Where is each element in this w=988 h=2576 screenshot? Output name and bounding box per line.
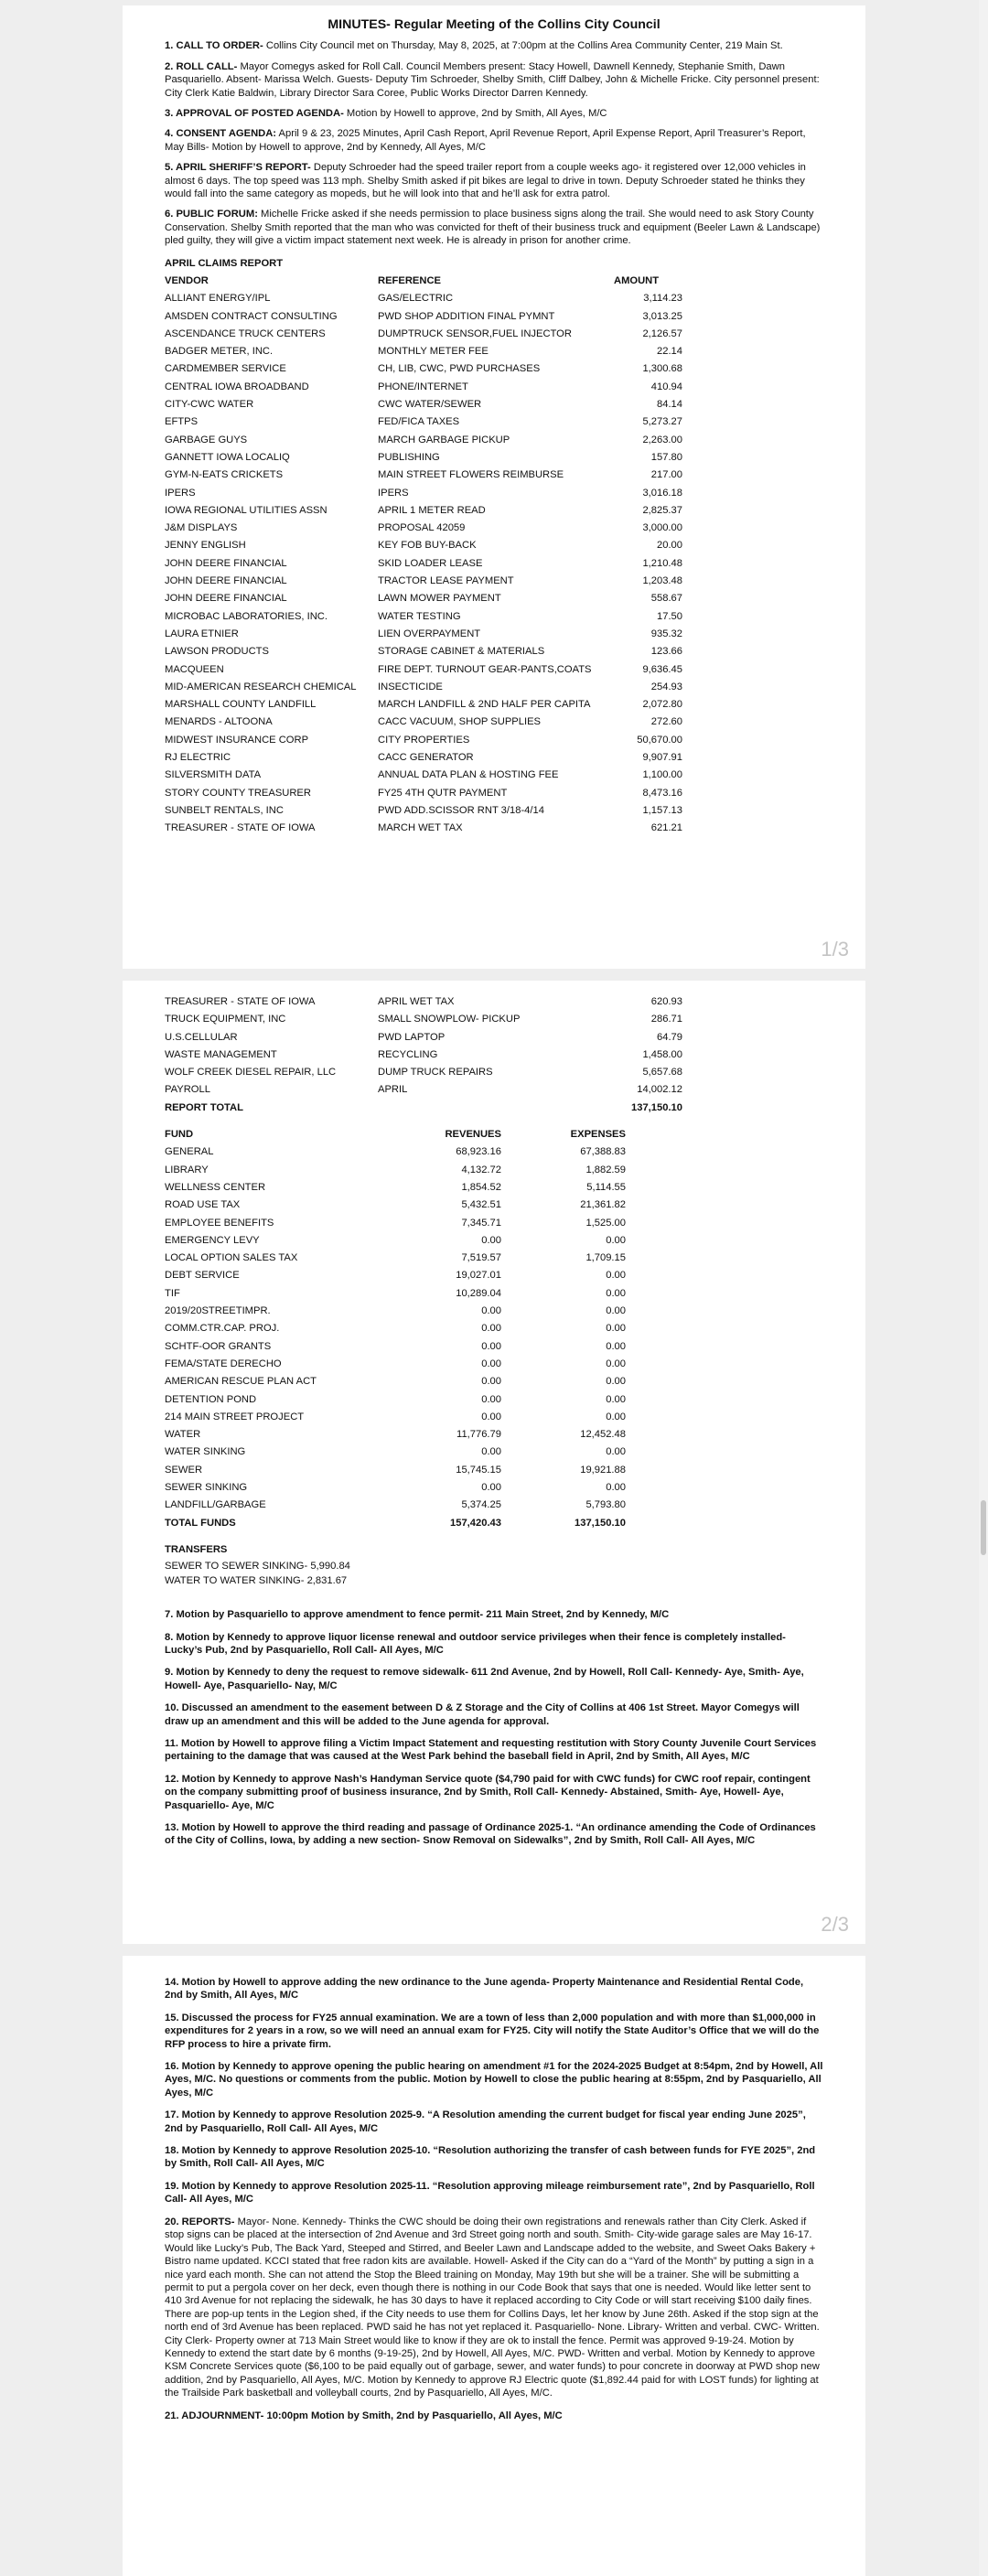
motion-item: 12. Motion by Kennedy to approve Nash’s Handyman Service quote ($4,790 paid for with CWC funds) for CWC roof repair, contingent on the company submitting proof of business insurance, 2nd by Smith, Roll Call- Kennedy- Abstained, Smith- Aye, Howell- Aye, Pasquariello- Aye, M/C bbox=[165, 1773, 811, 1811]
fund-row bbox=[165, 1232, 823, 1250]
agenda-item-heading: 4. CONSENT AGENDA: bbox=[165, 128, 277, 140]
fund-revenues: 0.00 bbox=[481, 1393, 501, 1405]
fund-revenues: 10,289.04 bbox=[456, 1287, 501, 1299]
fund-row bbox=[165, 1338, 823, 1356]
scrollbar-thumb[interactable] bbox=[981, 1500, 986, 1555]
claim-reference: MONTHLY METER FEE bbox=[378, 346, 489, 358]
claims-row bbox=[165, 749, 823, 767]
fund-revenues: 0.00 bbox=[481, 1305, 501, 1317]
claim-vendor: MARSHALL COUNTY LANDFILL bbox=[165, 699, 317, 711]
agenda-item-text: Mayor Comegys asked for Roll Call. Council Members present: Stacy Howell, Dawnell Kennedy, Stephanie Smith, Dawn Pasquariello. Absent- Marissa Welch. Guests- Deputy Tim Schroeder, Shelby Smith, Cliff Dalbey, John & Michelle Fricke. City personnel present: City Clerk Katie Baldwin, Library Director Sara Coree, Public Works Director Darren Kennedy. bbox=[165, 60, 820, 99]
fund-name: WATER bbox=[165, 1429, 201, 1441]
fund-revenues: 68,923.16 bbox=[456, 1146, 501, 1158]
claims-row bbox=[165, 360, 823, 378]
claim-amount: 9,907.91 bbox=[642, 752, 682, 763]
claim-vendor: U.S.CELLULAR bbox=[165, 1031, 238, 1043]
claims-row bbox=[165, 993, 823, 1011]
claim-vendor: STORY COUNTY TREASURER bbox=[165, 787, 311, 799]
claims-row bbox=[165, 520, 823, 537]
agenda-item bbox=[165, 60, 823, 100]
claim-reference: PUBLISHING bbox=[378, 451, 440, 463]
claims-total-row: REPORT TOTAL 137,150.10 bbox=[165, 1101, 682, 1113]
fund-revenues: 0.00 bbox=[481, 1234, 501, 1246]
claim-reference: KEY FOB BUY-BACK bbox=[378, 540, 477, 552]
claim-vendor: JOHN DEERE FINANCIAL bbox=[165, 575, 287, 587]
claim-vendor: J&M DISPLAYS bbox=[165, 522, 238, 534]
claims-report bbox=[165, 255, 823, 838]
fund-revenues: 7,519.57 bbox=[461, 1252, 501, 1264]
claim-amount: 1,157.13 bbox=[642, 804, 682, 816]
fund-revenues: 1,854.52 bbox=[461, 1181, 501, 1193]
fund-name: DETENTION POND bbox=[165, 1393, 257, 1405]
claim-reference: FIRE DEPT. TURNOUT GEAR-PANTS,COATS bbox=[378, 663, 592, 675]
claim-vendor: TREASURER - STATE OF IOWA bbox=[165, 996, 316, 1007]
funds-table bbox=[165, 1143, 823, 1514]
fund-expenses: 0.00 bbox=[606, 1287, 626, 1299]
fund-name: SEWER bbox=[165, 1464, 203, 1476]
fund-row bbox=[165, 1215, 823, 1232]
claim-amount: 3,000.00 bbox=[642, 522, 682, 534]
fund-expenses: 0.00 bbox=[606, 1323, 626, 1335]
claim-reference: WATER TESTING bbox=[378, 610, 461, 622]
fund-expenses: 0.00 bbox=[606, 1446, 626, 1458]
claims-row bbox=[165, 290, 823, 307]
vertical-scrollbar[interactable] bbox=[979, 0, 988, 2576]
claim-reference: APRIL WET TAX bbox=[378, 996, 455, 1007]
motion-item: 11. Motion by Howell to approve filing a Victim Impact Statement and requesting restitution with Story County Juvenile Court Services pertaining to the damage that was caused at the West Park behind the baseball field in April, 2nd by Smith, All Ayes, M/C bbox=[165, 1738, 817, 1763]
motion-item: 9. Motion by Kennedy to deny the request to remove sidewalk- 611 2nd Avenue, 2nd by Howell, Roll Call- Kennedy- Aye, Smith- Aye, Howell- Aye, Pasquariello- Nay, M/C bbox=[165, 1667, 804, 1691]
claim-vendor: SUNBELT RENTALS, INC bbox=[165, 804, 284, 816]
claims-row bbox=[165, 379, 823, 396]
fund-revenues: 0.00 bbox=[481, 1411, 501, 1422]
claims-row bbox=[165, 732, 823, 749]
funds-header-row: FUND REVENUES EXPENSES bbox=[165, 1129, 626, 1141]
fund-name: EMPLOYEE BENEFITS bbox=[165, 1217, 274, 1229]
motion-item: 14. Motion by Howell to approve adding the new ordinance to the June agenda- Property Maintenance and Residential Rental Code, 2nd by Smith, All Ayes, M/C bbox=[165, 1977, 804, 2002]
fund-name: EMERGENCY LEVY bbox=[165, 1234, 260, 1246]
claim-reference: PHONE/INTERNET bbox=[378, 381, 468, 392]
claim-amount: 1,300.68 bbox=[642, 363, 682, 375]
fund-revenues: 0.00 bbox=[481, 1340, 501, 1352]
fund-expenses: 5,793.80 bbox=[585, 1499, 626, 1511]
motion-item: 13. Motion by Howell to approve the third reading and passage of Ordinance 2025-1. “An ordinance amending the Code of Ordinances of the City of Collins, Iowa, by adding a new section- Snow Removal on Sidewalks”, 2nd by Smith, Roll Call- All Ayes, M/C bbox=[165, 1822, 816, 1847]
claim-reference: DUMPTRUCK SENSOR,FUEL INJECTOR bbox=[378, 327, 572, 339]
claim-amount: 20.00 bbox=[657, 540, 682, 552]
claim-vendor: CITY-CWC WATER bbox=[165, 399, 254, 411]
fund-name: WATER SINKING bbox=[165, 1446, 246, 1458]
claim-reference: GAS/ELECTRIC bbox=[378, 293, 454, 305]
claim-vendor: BADGER METER, INC. bbox=[165, 346, 274, 358]
claims-row bbox=[165, 555, 823, 573]
motion-item: 17. Motion by Kennedy to approve Resolution 2025-9. “A Resolution amending the current budget for fiscal year ending June 2025”, 2nd by Pasquariello, Roll Call- All Ayes, M/C bbox=[165, 2109, 806, 2134]
claim-vendor: SILVERSMITH DATA bbox=[165, 769, 262, 781]
claim-vendor: MIDWEST INSURANCE CORP bbox=[165, 734, 309, 746]
fund-expenses: 0.00 bbox=[606, 1358, 626, 1369]
motion-item: 7. Motion by Pasquariello to approve amendment to fence permit- 211 Main Street, 2nd by Kennedy, M/C bbox=[165, 1609, 670, 1621]
fund-expenses: 67,388.83 bbox=[580, 1146, 626, 1158]
claims-row bbox=[165, 696, 823, 714]
claims-row bbox=[165, 449, 823, 467]
claim-amount: 620.93 bbox=[650, 996, 682, 1007]
agenda-item-heading: 6. PUBLIC FORUM: bbox=[165, 209, 258, 220]
fund-revenues: 0.00 bbox=[481, 1376, 501, 1388]
claim-reference: PWD LAPTOP bbox=[378, 1031, 446, 1043]
claims-row bbox=[165, 714, 823, 731]
claim-vendor: AMSDEN CONTRACT CONSULTING bbox=[165, 310, 338, 322]
claim-reference: ANNUAL DATA PLAN & HOSTING FEE bbox=[378, 769, 559, 781]
fund-name: LIBRARY bbox=[165, 1164, 209, 1175]
fund-revenues: 5,374.25 bbox=[461, 1499, 501, 1511]
fund-expenses: 21,361.82 bbox=[580, 1199, 626, 1211]
claim-reference: TRACTOR LEASE PAYMENT bbox=[378, 575, 514, 587]
claim-reference: LIEN OVERPAYMENT bbox=[378, 628, 481, 639]
claim-reference: MARCH LANDFILL & 2ND HALF PER CAPITA bbox=[378, 699, 591, 711]
claim-vendor: ALLIANT ENERGY/IPL bbox=[165, 293, 271, 305]
fund-revenues: 0.00 bbox=[481, 1323, 501, 1335]
claim-amount: 50,670.00 bbox=[637, 734, 682, 746]
funds-total-row: TOTAL FUNDS 157,420.43 137,150.10 bbox=[165, 1517, 626, 1529]
agenda-item bbox=[165, 208, 823, 247]
claim-amount: 157.80 bbox=[650, 451, 682, 463]
claim-reference: RECYCLING bbox=[378, 1048, 438, 1060]
claims-row bbox=[165, 396, 823, 413]
claims-row bbox=[165, 1064, 823, 1081]
claims-row bbox=[165, 802, 823, 820]
fund-row bbox=[165, 1285, 823, 1303]
claim-amount: 2,072.80 bbox=[642, 699, 682, 711]
claims-rows bbox=[165, 290, 823, 837]
agenda-item-text: Michelle Fricke asked if she needs permission to place business signs along the trail. She would need to ask Story County Conservation. Shelby Smith reported that the man who was convicted for theft of their business truck and equipment (Beeler Lawn & Landscape) pled guilty, they will give a victim impact statement next week. He is already in prison for another crime. bbox=[165, 209, 821, 247]
claim-amount: 2,825.37 bbox=[642, 504, 682, 516]
claims-row bbox=[165, 1011, 823, 1028]
claims-row bbox=[165, 343, 823, 360]
fund-row bbox=[165, 1373, 823, 1390]
claim-reference: APRIL bbox=[378, 1084, 408, 1096]
agenda-item-heading: 3. APPROVAL OF POSTED AGENDA- bbox=[165, 108, 344, 120]
claims-row bbox=[165, 1029, 823, 1046]
motion-item: 10. Discussed an amendment to the easement between D & Z Storage and the City of Collins at 406 1st Street. Mayor Comegys will draw up an amendment and this will be added to the June agenda for approval. bbox=[165, 1702, 800, 1727]
claim-reference: MARCH WET TAX bbox=[378, 822, 463, 834]
motions-section bbox=[165, 1608, 823, 1848]
claims-row bbox=[165, 537, 823, 554]
claim-reference: FY25 4TH QUTR PAYMENT bbox=[378, 787, 508, 799]
motion-item: 15. Discussed the process for FY25 annual examination. We are a town of less than 2,000 population and with more than $1,000,000 in expenditures for 2 years in a row, so we will need an annual exam for FY25. City will notify the State Auditor’s Office that we will do the RFP process to hire a private firm. bbox=[165, 2012, 820, 2050]
fund-expenses: 0.00 bbox=[606, 1305, 626, 1317]
claim-vendor: MICROBAC LABORATORIES, INC. bbox=[165, 610, 328, 622]
intro-section bbox=[165, 39, 823, 247]
claims-row bbox=[165, 679, 823, 696]
claims-row bbox=[165, 326, 823, 343]
claims-row bbox=[165, 643, 823, 660]
fund-name: LANDFILL/GARBAGE bbox=[165, 1499, 266, 1511]
document-page-1 bbox=[123, 5, 865, 969]
fund-row bbox=[165, 1320, 823, 1337]
claim-vendor: ASCENDANCE TRUCK CENTERS bbox=[165, 327, 326, 339]
fund-row bbox=[165, 1391, 823, 1409]
claim-vendor: GANNETT IOWA LOCALIQ bbox=[165, 451, 290, 463]
claims-row bbox=[165, 573, 823, 590]
claim-reference: SMALL SNOWPLOW- PICKUP bbox=[378, 1014, 521, 1025]
page-number: 1/3 bbox=[821, 937, 849, 961]
claim-amount: 14,002.12 bbox=[637, 1084, 682, 1096]
agenda-item bbox=[165, 127, 823, 154]
fund-expenses: 1,709.15 bbox=[585, 1252, 626, 1264]
claims-title: APRIL CLAIMS REPORT bbox=[165, 257, 284, 269]
fund-expenses: 0.00 bbox=[606, 1340, 626, 1352]
claims-row bbox=[165, 820, 823, 837]
claim-vendor: MID-AMERICAN RESEARCH CHEMICAL bbox=[165, 681, 357, 692]
claims-row bbox=[165, 1081, 823, 1099]
fund-name: COMM.CTR.CAP. PROJ. bbox=[165, 1323, 280, 1335]
claim-reference: DUMP TRUCK REPAIRS bbox=[378, 1067, 493, 1079]
claim-vendor: IOWA REGIONAL UTILITIES ASSN bbox=[165, 504, 328, 516]
claim-vendor: CARDMEMBER SERVICE bbox=[165, 363, 286, 375]
claim-amount: 1,100.00 bbox=[642, 769, 682, 781]
fund-expenses: 0.00 bbox=[606, 1376, 626, 1388]
claim-vendor: TRUCK EQUIPMENT, INC bbox=[165, 1014, 286, 1025]
claims-rows-continued bbox=[165, 993, 823, 1100]
claim-vendor: TREASURER - STATE OF IOWA bbox=[165, 822, 316, 834]
claims-row bbox=[165, 590, 823, 607]
claim-reference: STORAGE CABINET & MATERIALS bbox=[378, 646, 545, 658]
fund-revenues: 0.00 bbox=[481, 1358, 501, 1369]
fund-expenses: 1,882.59 bbox=[585, 1164, 626, 1175]
claim-vendor: LAWSON PRODUCTS bbox=[165, 646, 269, 658]
fund-row bbox=[165, 1162, 823, 1179]
claim-vendor: JENNY ENGLISH bbox=[165, 540, 246, 552]
agenda-item-text: Deputy Schroeder had the speed trailer report from a couple weeks ago- it registered over 12,000 vehicles in almost 6 days. The top speed was 113 mph. Shelby Smith asked if pit bikes are legal to drive in town. Deputy Schroeder stated he thinks they would fall into the same category as mopeds, but he will look into that and he’ll ask for extra patrol. bbox=[165, 162, 806, 200]
fund-expenses: 0.00 bbox=[606, 1393, 626, 1405]
page-number: 2/3 bbox=[821, 1912, 849, 1936]
motion-item: 8. Motion by Kennedy to approve liquor license renewal and outdoor service privileges when their fence is completely installed- Lucky’s Pub, 2nd by Pasquariello, Roll Call- All Ayes, M/C bbox=[165, 1631, 786, 1657]
fund-row bbox=[165, 1179, 823, 1197]
agenda-item-text: Collins City Council met on Thursday, May 8, 2025, at 7:00pm at the Collins Area Community Center, 219 Main St. bbox=[263, 40, 783, 52]
fund-row bbox=[165, 1426, 823, 1444]
document-page-2 bbox=[123, 981, 865, 1944]
claim-vendor: IPERS bbox=[165, 487, 196, 499]
claim-vendor: PAYROLL bbox=[165, 1084, 210, 1096]
claim-reference: CITY PROPERTIES bbox=[378, 734, 470, 746]
claim-vendor: EFTPS bbox=[165, 416, 199, 428]
fund-revenues: 0.00 bbox=[481, 1446, 501, 1458]
transfers-title: TRANSFERS bbox=[165, 1543, 228, 1555]
fund-row bbox=[165, 1444, 823, 1461]
claim-reference: SKID LOADER LEASE bbox=[378, 557, 483, 569]
claims-row bbox=[165, 1046, 823, 1064]
claim-amount: 17.50 bbox=[657, 610, 682, 622]
claim-amount: 1,210.48 bbox=[642, 557, 682, 569]
claim-amount: 2,126.57 bbox=[642, 327, 682, 339]
agenda-item-text: April 9 & 23, 2025 Minutes, April Cash Report, April Revenue Report, April Expense Report, April Treasurer’s Report, May Bills- Motion by Howell to approve, 2nd by Kennedy, All Ayes, M/C bbox=[165, 128, 806, 153]
fund-row bbox=[165, 1303, 823, 1320]
claim-amount: 8,473.16 bbox=[642, 787, 682, 799]
claim-reference: CACC VACUUM, SHOP SUPPLIES bbox=[378, 716, 542, 728]
fund-name: FEMA/STATE DERECHO bbox=[165, 1358, 282, 1369]
fund-row bbox=[165, 1409, 823, 1426]
claims-row bbox=[165, 485, 823, 502]
fund-row bbox=[165, 1267, 823, 1284]
claim-vendor: GYM-N-EATS CRICKETS bbox=[165, 469, 284, 481]
claim-amount: 123.66 bbox=[650, 646, 682, 658]
claim-vendor: JOHN DEERE FINANCIAL bbox=[165, 593, 287, 605]
agenda-item bbox=[165, 161, 823, 200]
motions-section-continued bbox=[165, 1976, 823, 2206]
document-title: MINUTES- Regular Meeting of the Collins City Council bbox=[328, 17, 660, 32]
fund-expenses: 12,452.48 bbox=[580, 1429, 626, 1441]
fund-name: SCHTF-OOR GRANTS bbox=[165, 1340, 272, 1352]
claim-amount: 621.21 bbox=[650, 822, 682, 834]
fund-revenues: 0.00 bbox=[481, 1482, 501, 1494]
fund-revenues: 19,027.01 bbox=[456, 1270, 501, 1282]
claims-row bbox=[165, 413, 823, 431]
claim-vendor: WOLF CREEK DIESEL REPAIR, LLC bbox=[165, 1067, 337, 1079]
transfer-line: SEWER TO SEWER SINKING- 5,990.84 bbox=[165, 1561, 350, 1572]
claims-row bbox=[165, 661, 823, 679]
fund-name: 214 MAIN STREET PROJECT bbox=[165, 1411, 305, 1422]
claims-row bbox=[165, 608, 823, 626]
fund-name: TIF bbox=[165, 1287, 180, 1299]
fund-expenses: 0.00 bbox=[606, 1270, 626, 1282]
fund-name: DEBT SERVICE bbox=[165, 1270, 240, 1282]
claim-amount: 5,657.68 bbox=[642, 1067, 682, 1079]
claim-reference: PWD ADD.SCISSOR RNT 3/18-4/14 bbox=[378, 804, 544, 816]
claim-vendor: LAURA ETNIER bbox=[165, 628, 239, 639]
motion-item: 18. Motion by Kennedy to approve Resolution 2025-10. “Resolution authorizing the transfer of cash between funds for FYE 2025”, 2nd by Smith, Roll Call- All Ayes, M/C bbox=[165, 2145, 816, 2170]
claim-reference: CWC WATER/SEWER bbox=[378, 399, 482, 411]
claim-reference: MAIN STREET FLOWERS REIMBURSE bbox=[378, 469, 564, 481]
agenda-item-heading: 5. APRIL SHERIFF’S REPORT- bbox=[165, 162, 311, 174]
fund-expenses: 1,525.00 bbox=[585, 1217, 626, 1229]
claim-vendor: WASTE MANAGEMENT bbox=[165, 1048, 277, 1060]
fund-revenues: 5,432.51 bbox=[461, 1199, 501, 1211]
claim-amount: 64.79 bbox=[657, 1031, 682, 1043]
fund-expenses: 0.00 bbox=[606, 1482, 626, 1494]
claims-row bbox=[165, 785, 823, 802]
claims-row bbox=[165, 767, 823, 784]
fund-expenses: 5,114.55 bbox=[586, 1181, 626, 1193]
claim-amount: 22.14 bbox=[657, 346, 682, 358]
claims-row bbox=[165, 502, 823, 520]
claim-amount: 410.94 bbox=[650, 381, 682, 392]
fund-expenses: 0.00 bbox=[606, 1234, 626, 1246]
fund-name: LOCAL OPTION SALES TAX bbox=[165, 1252, 298, 1264]
claim-vendor: JOHN DEERE FINANCIAL bbox=[165, 557, 287, 569]
claims-row bbox=[165, 626, 823, 643]
claim-amount: 3,114.23 bbox=[643, 293, 682, 305]
transfer-line: WATER TO WATER SINKING- 2,831.67 bbox=[165, 1575, 348, 1587]
claim-reference: IPERS bbox=[378, 487, 409, 499]
claim-reference: CH, LIB, CWC, PWD PURCHASES bbox=[378, 363, 541, 375]
fund-name: WELLNESS CENTER bbox=[165, 1181, 266, 1193]
claim-amount: 3,013.25 bbox=[642, 310, 682, 322]
fund-revenues: 15,745.15 bbox=[456, 1464, 501, 1476]
claim-reference: INSECTICIDE bbox=[378, 681, 443, 692]
claim-reference: PROPOSAL 42059 bbox=[378, 522, 466, 534]
claims-row bbox=[165, 308, 823, 326]
claim-amount: 558.67 bbox=[650, 593, 682, 605]
claim-reference: CACC GENERATOR bbox=[378, 752, 474, 763]
claims-row bbox=[165, 467, 823, 484]
fund-name: 2019/20STREETIMPR. bbox=[165, 1305, 271, 1317]
claim-vendor: MENARDS - ALTOONA bbox=[165, 716, 273, 728]
claim-reference: FED/FICA TAXES bbox=[378, 416, 460, 428]
fund-row bbox=[165, 1356, 823, 1373]
agenda-item-text: Motion by Howell to approve, 2nd by Smith, All Ayes, M/C bbox=[343, 108, 607, 120]
claim-vendor: GARBAGE GUYS bbox=[165, 434, 248, 445]
reports-paragraph: 20. REPORTS- Mayor- None. Kennedy- Thinks the CWC should be doing their own registrations and renewals rather than City Clerk. Asked if stop signs can be placed at the intersection of 2nd Avenue and 3rd Street going north and south. Smith- City-wide garage sales are May 16-17. Would like Lucky’s Pub, The Back Yard, Steeped and Stirred, and Beeler Lawn and Landscape added to the website, and Sweet Oaks Bakery + Bistro name updated. KCCI stated that free radon kits are available. Howell- Asked if the City can do a “Yard of the Month” by putting a sign in a nice yard each month. She can not attend the Stop the Bleed training on Monday, May 19th but she will be a trainer. She will be submitting a permit to put a pergola cover on her deck, even though there is nothing in our Code Book that says that one is needed. Would like letter sent to 410 3rd Avenue for not replacing the sidewalk, he has 30 days to have it replaced according to City Code or will start receiving $100 daily fines. There are pop-up tents in the Legion shed, if the City needs to use them for Collins Days, let her know by June 26th. Asked if the stop sign at the north end of 3rd Avenue has been replaced. PWD said he has not yet replaced it. Pasquariello- None. Library- Written and verbal. CWC- Written. City Clerk- Property owner at 713 Main Street would like to know if they are ok to install the fence. Permit was approved 9-19-24. Motion by Kennedy to extend the start date by 6 months (9-19-25), 2nd by Howell, All Ayes, M/C. PWD- Written and verbal. Motion by Kennedy to approve KSM Concrete Services quote ($6,100 to be paid equally out of garbage, sewer, and water funds) to pour concrete in doorway at PWD shop new addition, 2nd by Pasquariello, All Ayes, M/C. Motion by Kennedy to approve RJ Electric quote ($1,892.44 paid for with LOST funds) for lighting at the Trailside Park basketball and volleyball courts, 2nd by Pasquariello, All Ayes, M/C. bbox=[165, 2216, 820, 2399]
fund-row bbox=[165, 1479, 823, 1497]
fund-row bbox=[165, 1197, 823, 1214]
adjournment: 21. ADJOURNMENT- 10:00pm Motion by Smith, 2nd by Pasquariello, All Ayes, M/C bbox=[165, 2410, 563, 2421]
claim-amount: 272.60 bbox=[650, 716, 682, 728]
agenda-item bbox=[165, 39, 823, 52]
claim-amount: 1,458.00 bbox=[642, 1048, 682, 1060]
fund-expenses: 0.00 bbox=[606, 1411, 626, 1422]
fund-name: AMERICAN RESCUE PLAN ACT bbox=[165, 1376, 317, 1388]
claim-vendor: CENTRAL IOWA BROADBAND bbox=[165, 381, 309, 392]
claim-amount: 84.14 bbox=[657, 399, 682, 411]
agenda-item bbox=[165, 107, 823, 120]
claim-amount: 1,203.48 bbox=[642, 575, 682, 587]
fund-revenues: 7,345.71 bbox=[461, 1217, 501, 1229]
claim-amount: 935.32 bbox=[650, 628, 682, 639]
motion-item: 16. Motion by Kennedy to approve opening the public hearing on amendment #1 for the 2024-2025 Budget at 8:54pm, 2nd by Howell, All Ayes, M/C. No questions or comments from the public. Motion by Howell to close the public hearing at 8:55pm, 2nd by Pasquariello, All Ayes, M/C bbox=[165, 2061, 823, 2098]
fund-row bbox=[165, 1497, 823, 1514]
fund-row bbox=[165, 1462, 823, 1479]
claims-row bbox=[165, 432, 823, 449]
fund-name: ROAD USE TAX bbox=[165, 1199, 241, 1211]
claim-amount: 254.93 bbox=[650, 681, 682, 692]
claim-reference: APRIL 1 METER READ bbox=[378, 504, 486, 516]
claims-header-row: VENDOR REFERENCE AMOUNT bbox=[165, 274, 660, 286]
claim-amount: 5,273.27 bbox=[642, 416, 682, 428]
claim-amount: 217.00 bbox=[650, 469, 682, 481]
agenda-item-heading: 2. ROLL CALL- bbox=[165, 60, 238, 72]
document-page-3 bbox=[123, 1956, 865, 2576]
claim-vendor: RJ ELECTRIC bbox=[165, 752, 231, 763]
claim-reference: LAWN MOWER PAYMENT bbox=[378, 593, 501, 605]
claim-amount: 3,016.18 bbox=[642, 487, 682, 499]
claim-reference: MARCH GARBAGE PICKUP bbox=[378, 434, 510, 445]
motion-item: 19. Motion by Kennedy to approve Resolution 2025-11. “Resolution approving mileage reimbursement rate”, 2nd by Pasquariello, Roll Call- All Ayes, M/C bbox=[165, 2180, 815, 2206]
fund-revenues: 11,776.79 bbox=[456, 1429, 501, 1441]
fund-revenues: 4,132.72 bbox=[461, 1164, 501, 1175]
fund-name: SEWER SINKING bbox=[165, 1482, 248, 1494]
fund-name: GENERAL bbox=[165, 1146, 214, 1158]
fund-expenses: 19,921.88 bbox=[580, 1464, 626, 1476]
fund-row bbox=[165, 1250, 823, 1267]
fund-row bbox=[165, 1143, 823, 1161]
claim-amount: 9,636.45 bbox=[642, 663, 682, 675]
claim-amount: 286.71 bbox=[650, 1014, 682, 1025]
agenda-item-heading: 1. CALL TO ORDER- bbox=[165, 40, 263, 52]
claim-amount: 2,263.00 bbox=[642, 434, 682, 445]
claim-vendor: MACQUEEN bbox=[165, 663, 224, 675]
claim-reference: PWD SHOP ADDITION FINAL PYMNT bbox=[378, 310, 555, 322]
